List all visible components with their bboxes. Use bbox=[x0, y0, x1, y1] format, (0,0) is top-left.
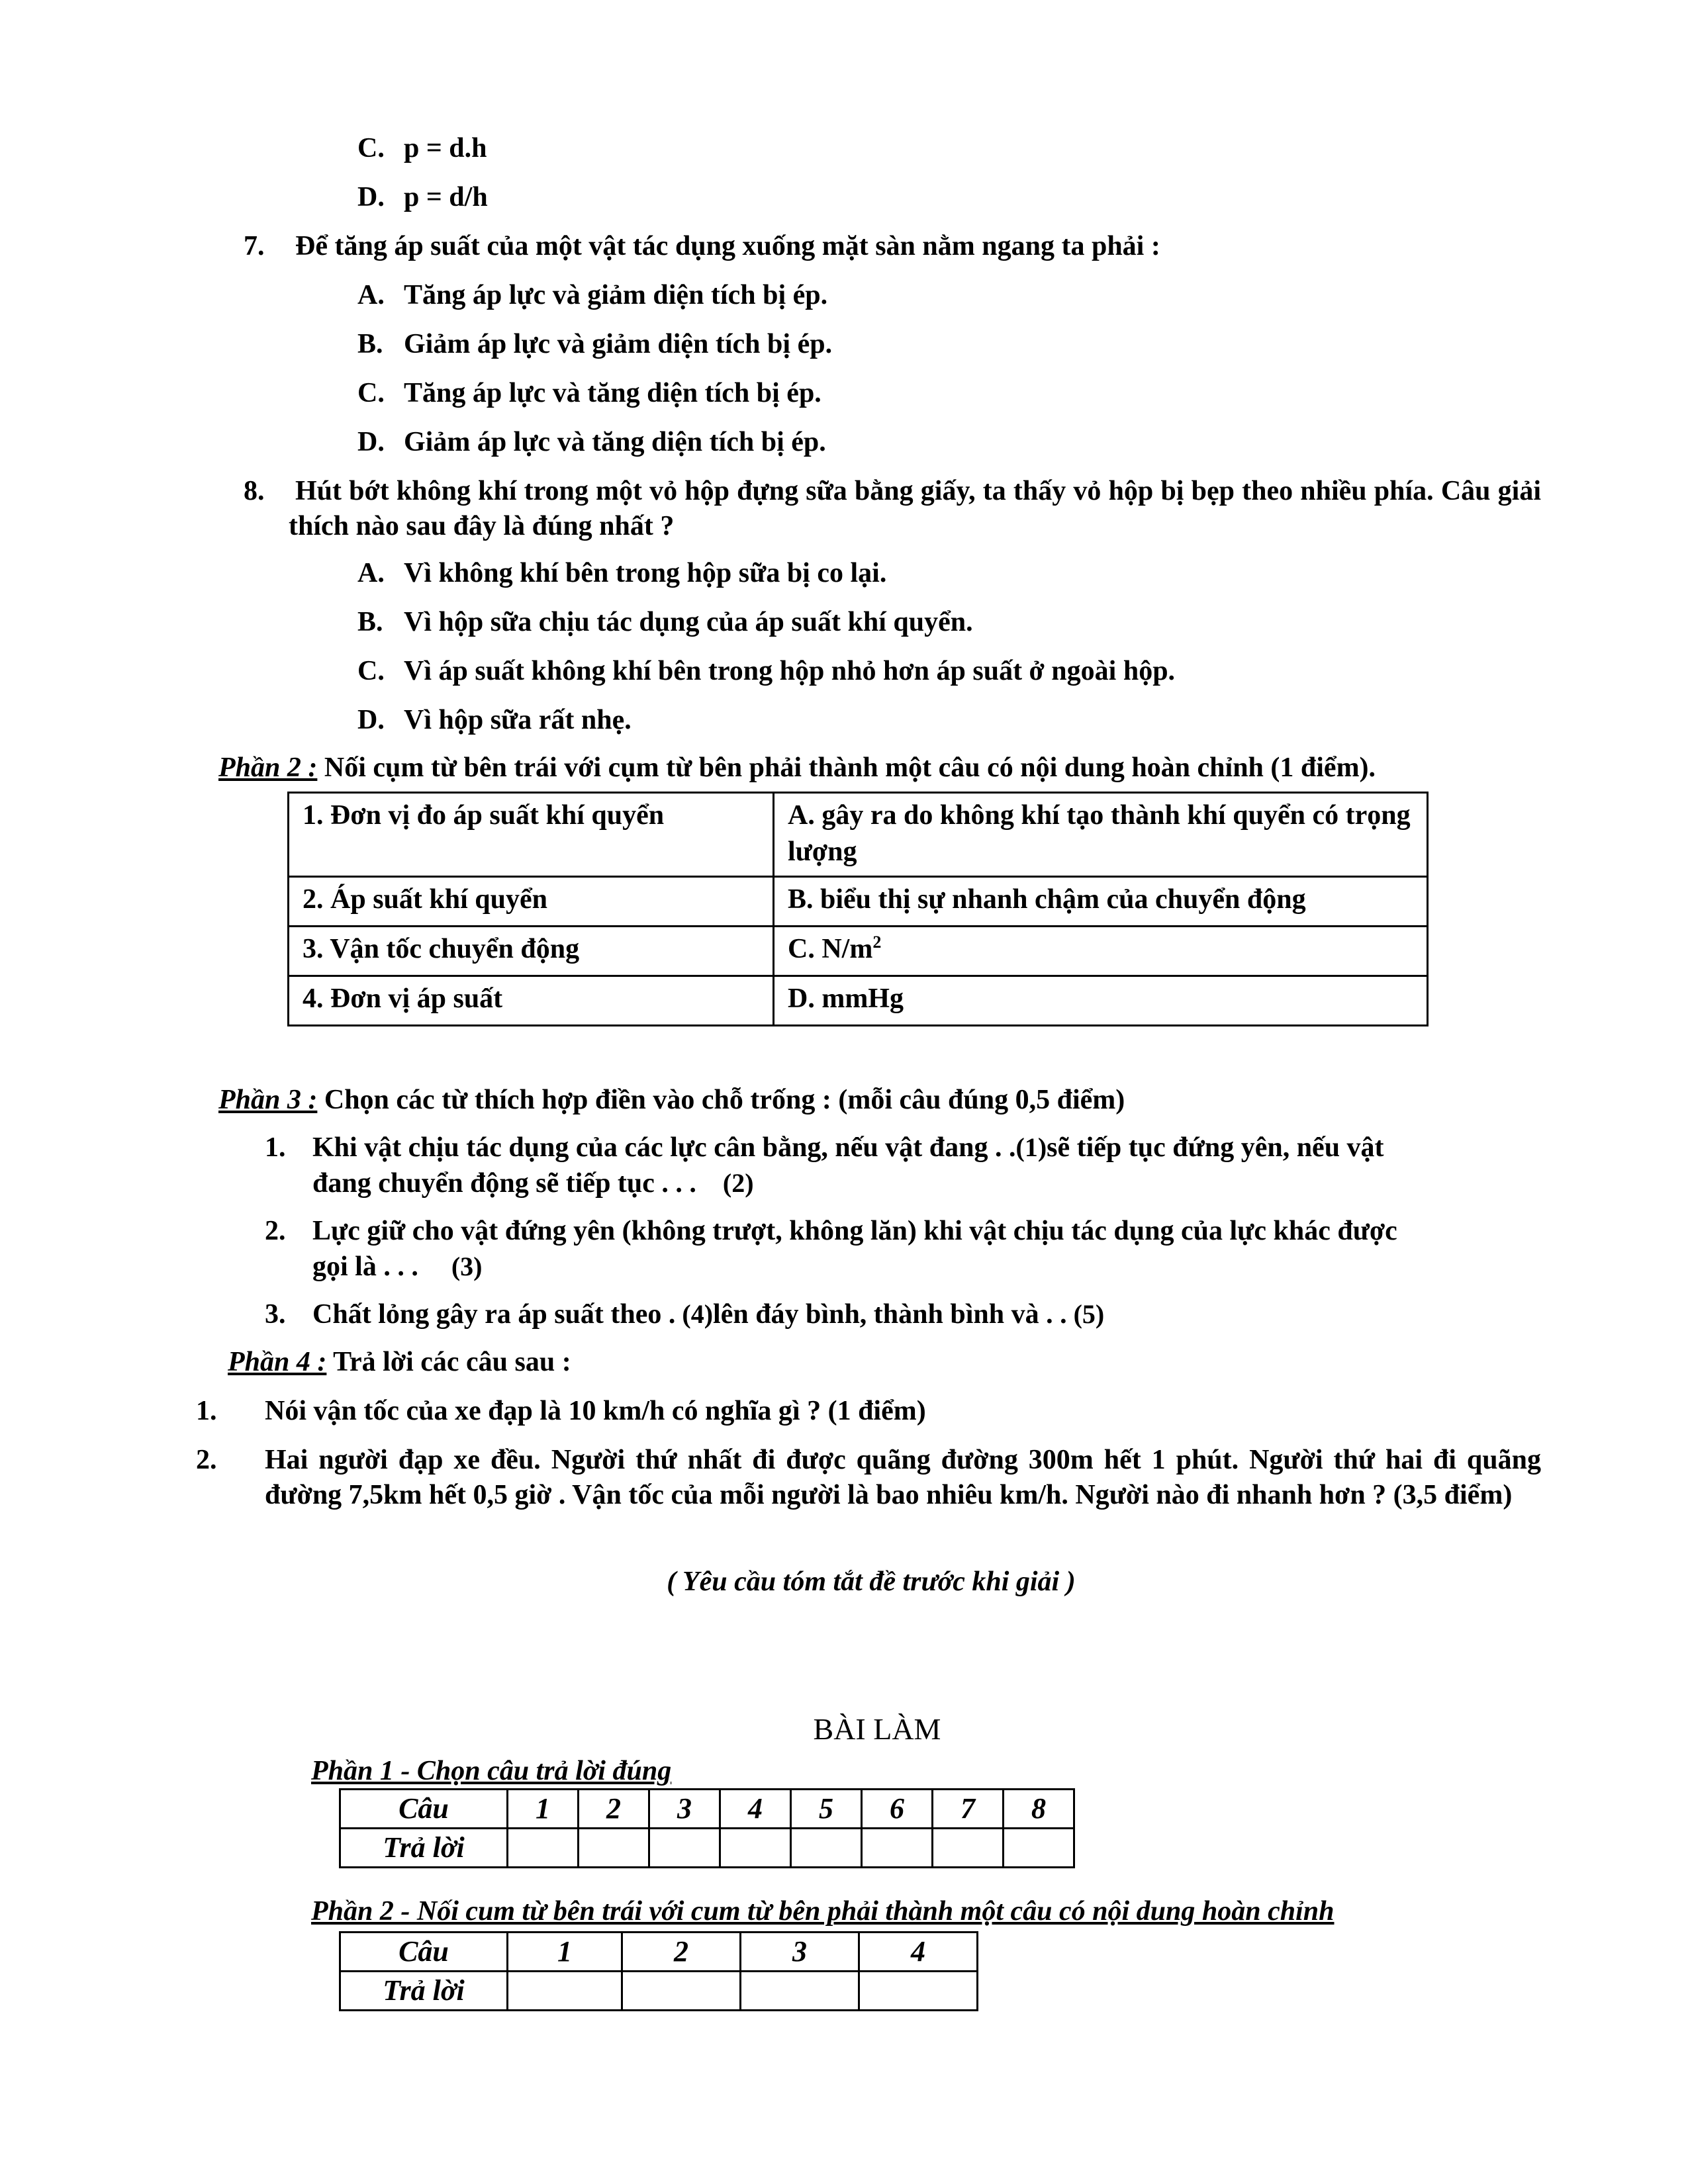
answer-cell[interactable] bbox=[741, 1972, 859, 2011]
answer-cell[interactable] bbox=[862, 1829, 933, 1868]
answer-table-part1 bbox=[339, 1788, 1075, 1868]
q6-option-d: D. p = d/h bbox=[357, 182, 488, 212]
table-row: 3. Vận tốc chuyển động C. $N/m^2$ bbox=[289, 927, 1428, 976]
q7-option-b: B. Giảm áp lực và giảm diện tích bị ép. bbox=[357, 329, 833, 359]
q8-option-a: A. Vì không khí bên trong hộp sữa bị co lại. bbox=[357, 558, 887, 588]
q7-question: 7. Để tăng áp suất của một vật tác dụng xuống mặt sàn nằm ngang ta phải : bbox=[244, 231, 1160, 261]
answer-cell[interactable] bbox=[508, 1972, 622, 2011]
q8-option-c: C. Vì áp suất không khí bên trong hộp nhỏ hơn áp suất ở ngoài hộp. bbox=[357, 656, 1176, 686]
part2-instruction: Nối cụm từ bên trái với cụm từ bên phải thành một câu có nội dung hoàn chỉnh (1 điểm). bbox=[324, 752, 1376, 783]
part4-item-2: 2. Hai người đạp xe đều. Người thứ nhất đi được quãng đường 300m hết 1 phút. Người thứ hai đi quãng đường 7,5km hết 0,5 giờ . Vận tốc của mỗi người là bao nhiêu km/h. Người nào đi nhanh hơn ? (3,5 điểm) bbox=[196, 1445, 1541, 1510]
answer-cell[interactable] bbox=[649, 1829, 720, 1868]
part3-item-1: 1. Khi vật chịu tác dụng của các lực cân bằng, nếu vật đang . .(1)sẽ tiếp tục đứng yên, nếu vật bbox=[265, 1132, 1384, 1163]
part3-heading bbox=[218, 1083, 1125, 1118]
answer-cell[interactable] bbox=[622, 1972, 741, 2011]
part2-heading bbox=[218, 751, 1376, 786]
part3-instruction: Chọn các từ thích hợp điền vào chỗ trống : (mỗi câu đúng 0,5 điểm) bbox=[324, 1085, 1125, 1115]
answer-cell[interactable] bbox=[579, 1829, 649, 1868]
q8-question: 8. Hút bớt không khí trong một vỏ hộp đựng sữa bằng giấy, ta thấy vỏ hộp bị bẹp theo nhiều phía. Câu giải thích nào sau đây là đúng nhất ? bbox=[244, 476, 1541, 541]
answer-sheet-title: BÀI LÀM bbox=[813, 1712, 941, 1746]
table-row: Trả lời bbox=[340, 1829, 1074, 1868]
answer-cell[interactable] bbox=[933, 1829, 1004, 1868]
blank-4: (4) bbox=[682, 1299, 714, 1329]
part3-label: Phần 3 : bbox=[218, 1085, 318, 1115]
table-row: Câu 1 2 3 4 5 6 7 8 bbox=[340, 1790, 1074, 1829]
blank-3: (3) bbox=[451, 1251, 483, 1281]
answer-table-part2 bbox=[339, 1931, 978, 2011]
q7-option-d: D. Giảm áp lực và tăng diện tích bị ép. bbox=[357, 427, 826, 457]
answer-cell[interactable] bbox=[720, 1829, 791, 1868]
part4-label: Phần 4 : bbox=[228, 1347, 327, 1377]
part3-item-3: 3. Chất lỏng gây ra áp suất theo . (4)lên đáy bình, thành bình và . . (5) bbox=[265, 1299, 1105, 1330]
answer-part1-heading: Phần 1 - Chọn câu trả lời đúng bbox=[311, 1756, 672, 1786]
table-row: Trả lời bbox=[340, 1972, 978, 2011]
part3-item-2: 2. Lực giữ cho vật đứng yên (không trượt, không lăn) khi vật chịu tác dụng của lực khác được bbox=[265, 1216, 1397, 1246]
answer-part2-heading: Phần 2 - Nối cum từ bên trái với cum từ bên phải thành một câu có nội dung hoàn chỉnh bbox=[311, 1896, 1335, 1927]
blank-1: (1) bbox=[1015, 1132, 1047, 1162]
q8-option-d: D. Vì hộp sữa rất nhẹ. bbox=[357, 705, 632, 735]
answer-cell[interactable] bbox=[859, 1972, 978, 2011]
answer-cell[interactable] bbox=[1004, 1829, 1074, 1868]
q7-option-c: C. Tăng áp lực và tăng diện tích bị ép. bbox=[357, 378, 821, 408]
part4-item-1: 1. Nói vận tốc của xe đạp là 10 km/h có nghĩa gì ? (1 điểm) bbox=[196, 1396, 926, 1426]
q8-option-b: B. Vì hộp sữa chịu tác dụng của áp suất khí quyển. bbox=[357, 607, 973, 637]
part3-item-1-line2: đang chuyển động sẽ tiếp tục . . . (2) bbox=[312, 1168, 754, 1199]
q6-option-c: C. p = d.h bbox=[357, 133, 487, 163]
part4-instruction: Trả lời các câu sau : bbox=[333, 1347, 571, 1377]
table-row: 2. Áp suất khí quyển B. biểu thị sự nhanh chậm của chuyển động bbox=[289, 877, 1428, 927]
table-row: 1. Đơn vị đo áp suất khí quyển A. gây ra do không khí tạo thành khí quyển có trọng lượng bbox=[289, 793, 1428, 877]
blank-5: (5) bbox=[1073, 1299, 1105, 1329]
answer-cell[interactable] bbox=[791, 1829, 862, 1868]
q7-option-a: A. Tăng áp lực và giảm diện tích bị ép. bbox=[357, 280, 828, 310]
table-row: 4. Đơn vị áp suất D. mmHg bbox=[289, 976, 1428, 1026]
answer-cell[interactable] bbox=[508, 1829, 579, 1868]
part3-item-2-line2: gọi là . . . (3) bbox=[312, 1251, 483, 1282]
table-row: Câu 1 2 3 4 bbox=[340, 1933, 978, 1972]
part4-heading bbox=[228, 1345, 571, 1380]
part2-label: Phần 2 : bbox=[218, 752, 318, 783]
part4-note: ( Yêu cầu tóm tắt đề trước khi giải ) bbox=[667, 1567, 1076, 1597]
matching-table bbox=[287, 792, 1429, 1026]
blank-2: (2) bbox=[722, 1168, 754, 1198]
